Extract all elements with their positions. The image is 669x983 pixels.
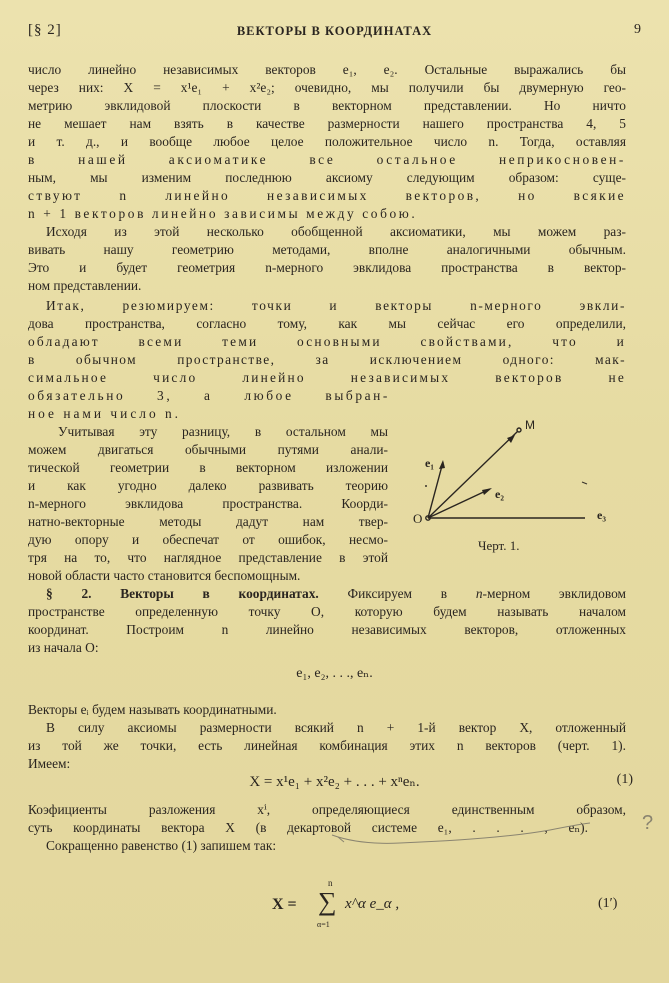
text-line: в обычном пространстве, за исключением одного: мак- — [28, 352, 626, 367]
text-line: Сокращенно равенство (1) запишем так: — [46, 838, 277, 853]
text-line: метрию эвклидовой плоскости в векторном представлении. Но ничто — [28, 98, 626, 113]
equation-2-rhs: x^α e_α , — [345, 896, 400, 912]
basis-vectors-list: e₁, e₂, . . ., eₙ. — [296, 666, 373, 681]
text-line: ное нами число n. — [28, 406, 182, 421]
text-line: n-мерного эвклидова пространства. Коорди- — [28, 496, 388, 511]
text-line: ствуют n линейно независимых векторов, но всякие — [28, 188, 626, 203]
text-line: натно-векторные методы дадут нам твер- — [28, 514, 388, 529]
label-e1: e₁ — [425, 456, 434, 470]
text-line: и как угодно далеко развивать теорию — [28, 478, 388, 493]
equation-1: X = x¹e₁ + x²e₂ + . . . + xⁿeₙ. — [249, 774, 420, 790]
pencil-underline-annotation — [320, 815, 669, 875]
label-origin: O — [413, 511, 423, 526]
pencil-question-mark: ? — [642, 812, 654, 834]
text-line: и т. д., и вообще любое целое положительное число n. Тогда, оставляя — [28, 134, 626, 149]
text-line: В силу аксиомы размерности всякий n + 1-й вектор X, отложенный — [46, 720, 626, 735]
text-line: обладают всеми теми основными свойствами, что и — [28, 334, 626, 349]
running-title: ВЕКТОРЫ В КООРДИНАТАХ — [236, 24, 433, 38]
equation-2-lhs: X = — [272, 896, 297, 913]
text-line: через них: X = x¹e₁ + x²e₂; очевидно, мы получили бы двумерную гео- — [28, 80, 626, 95]
figure-vectors — [395, 405, 655, 560]
text-line: вивать нашу геометрию методами, вполне аналогичными обычным. — [28, 242, 626, 257]
text-line: из той же точки, есть линейная комбинация этих n векторов (черт. 1). — [28, 738, 626, 753]
text-line: в нашей аксиоматике все остальное неприкосновен- — [28, 152, 626, 167]
text-line: n + 1 векторов линейно зависимы между собою. — [28, 206, 418, 221]
text-line: Исходя из этой несколько обобщенной аксиоматики, мы можем раз- — [46, 224, 626, 239]
section-heading: § 2. Векторы в координатах. — [46, 586, 319, 601]
figure-caption: Черт. 1. — [478, 538, 520, 553]
text-span: Фиксируем в n-мерном эвклидовом — [347, 586, 627, 601]
text-line: не мешает нам взять в качестве размерности нашего пространства 4, 5 — [28, 116, 626, 131]
section-marker: [§ 2] — [28, 22, 62, 38]
text-line: обязательно 3, а любое выбран- — [28, 388, 390, 403]
text-line: координат. Построим n линейно независимых векторов, отложенных — [28, 622, 626, 637]
text-line: Итак, резюмируем: точки и векторы n-мерного эвкли- — [46, 298, 626, 313]
text-line: число линейно независимых векторов e₁, e₂. Остальные выражались бы — [28, 62, 626, 77]
text-line: Учитывая эту разницу, в остальном мы — [58, 424, 388, 439]
text-line: дую опору и обеспечат от ошибок, несмо- — [28, 532, 388, 547]
equation-2-number: (1′) — [598, 896, 618, 911]
section-heading-line — [46, 585, 626, 603]
text-line: из начала O: — [28, 640, 99, 655]
text-line: Коэфициенты разложения xⁱ, определяющиеся единственным образом, — [28, 802, 626, 817]
sum-lower-limit: α=1 — [317, 920, 330, 929]
page-number: 9 — [634, 22, 641, 37]
label-m: M — [525, 418, 535, 432]
label-e2: e₂ — [495, 487, 504, 501]
text-line: суть координаты вектора X (в декартовой системе e₁, . . . , eₙ). — [28, 820, 588, 835]
text-line: тической геометрии в векторном изложении — [28, 460, 388, 475]
paragraph-6: Векторы eᵢ будем называть координатными. — [28, 702, 277, 717]
text-line: тря на то, что наглядное представление в этой — [28, 550, 388, 565]
text-line: дова пространства, согласно тому, как мы сейчас его определили, — [28, 316, 626, 331]
running-header — [28, 22, 641, 42]
sum-symbol: ∑ — [318, 887, 337, 916]
text-line: Это и будет геометрия n-мерного эвклидова пространства в вектор- — [28, 260, 626, 275]
text-line: пространстве определенную точку O, которую будем называть началом — [28, 604, 626, 619]
text-line: ном представлении. — [28, 278, 142, 293]
text-line: Имеем: — [28, 756, 71, 771]
equation-1-number: (1) — [616, 772, 633, 787]
text-line: новой области часто становится беспомощным. — [28, 568, 301, 583]
text-line: ным, мы изменим последнюю аксиому следующим образом: суще- — [28, 170, 626, 185]
label-e3: e₃ — [597, 508, 606, 522]
text-line: симальное число линейно независимых векторов не — [28, 370, 626, 385]
sum-upper-limit: n — [328, 878, 333, 888]
text-line: можем двигаться обычными путями анали- — [28, 442, 388, 457]
vector-diagram — [395, 405, 655, 560]
